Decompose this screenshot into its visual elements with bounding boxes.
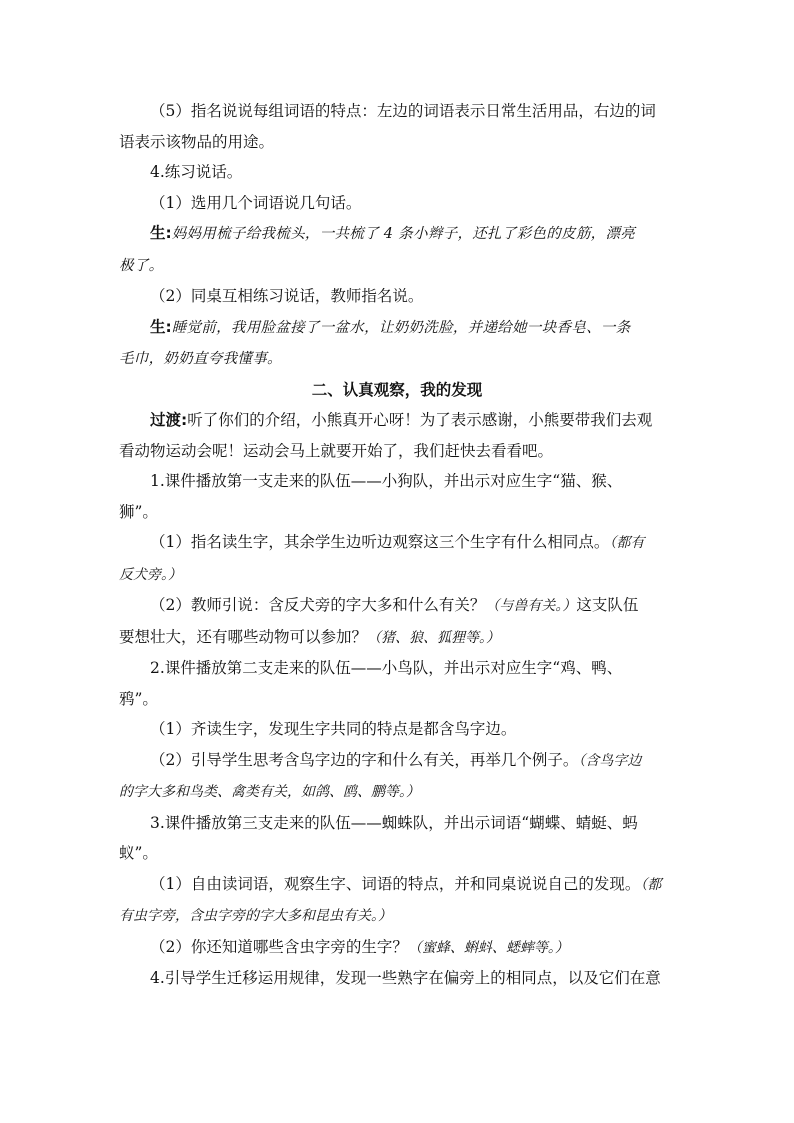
paragraph-item-4 — [119, 963, 675, 994]
answer-note: 的字大多和鸟类、禽类有关，如鸽、鸥、鹏等。） — [119, 784, 420, 800]
student-label: 生: — [150, 224, 172, 242]
text-line: 3.课件播放第三支走来的队伍——蜘蛛队，并出示词语“蝴蝶、蜻蜓、蚂 — [150, 813, 638, 832]
text-line: 4.引导学生迁移运用规律，发现一些熟字在偏旁上的相同点，以及它们在意 — [150, 969, 661, 987]
text-line: 狮”。 — [119, 502, 158, 521]
answer-note: 反犬旁。） — [119, 566, 182, 583]
answer-note: （都有 — [609, 535, 645, 551]
text-line: （2）同桌互相练习说话，教师指名说。 — [150, 287, 424, 305]
paragraph-section-4 — [119, 157, 675, 188]
answer-note: 有虫字旁，含虫字旁的字大多和昆虫有关。） — [119, 908, 392, 924]
paragraph-item-2-1 — [119, 714, 675, 745]
text-line: 睡觉前，我用脸盆接了一盆水，让奶奶洗脸，并递给她一块香皂、一条 — [171, 319, 631, 336]
answer-note: （都 — [640, 876, 662, 893]
student-answer-1 — [119, 218, 675, 281]
answer-note: （猪、狼、狐狸等。） — [367, 629, 501, 646]
answer-note: （含鸟字边 — [578, 752, 642, 769]
section-heading: 二、认真观察，我的发现 — [311, 380, 483, 399]
text-line: （1）选用几个词语说几句话。 — [150, 193, 362, 212]
paragraph-item-3-1 — [119, 869, 675, 932]
text-line: 4.练习说话。 — [150, 163, 243, 181]
answer-note: （蜜蜂、蝌蚪、蟋蟀等。） — [407, 939, 569, 956]
text-line: 要想壮大，还有哪些动物可以参加？ — [119, 627, 368, 646]
text-line: 妈妈用梳子给我梳头，一共梳了 4 条小辫子，还扎了彩色的皮筋，漂亮 — [171, 226, 636, 242]
paragraph-step-4-2 — [119, 281, 675, 312]
paragraph-item-1 — [119, 466, 675, 527]
student-answer-2 — [119, 312, 675, 375]
text-line: 鸦”。 — [119, 689, 158, 708]
paragraph-item-2 — [119, 653, 675, 714]
text-line: 毛巾，奶奶直夸我懂事。 — [119, 351, 282, 367]
text-line: 蚁”。 — [119, 844, 158, 862]
transition-paragraph — [119, 405, 675, 466]
paragraph-item-1-1 — [119, 527, 675, 590]
text-line: （2）引导学生思考含鸟字边的字和什么有关，再举几个例子。 — [150, 750, 579, 769]
paragraph-item-2-2 — [119, 745, 675, 808]
document-page — [119, 96, 675, 994]
text-line: （1）齐读生字，发现生字共同的特点是都含鸟字边。 — [150, 720, 517, 738]
text-line: 看动物运动会呢！运动会马上就要开始了，我们赶快去看看吧。 — [119, 441, 554, 460]
text-line: 语表示该物品的用途。 — [119, 132, 275, 151]
paragraph-item-1-2 — [119, 590, 675, 653]
text-line: 听了你们的介绍，小熊真开心呀！为了表示感谢，小熊要带我们去观 — [187, 411, 653, 429]
text-line: 2.课件播放第二支走来的队伍——小鸟队，并出示对应生字“鸡、鸭、 — [150, 659, 623, 677]
text-line: （2）你还知道哪些含虫字旁的生字？ — [150, 937, 408, 956]
paragraph-item-3 — [119, 808, 675, 869]
student-label: 生: — [150, 317, 172, 336]
text-line: （1）自由读词语，观察生字、词语的特点，并和同桌说说自己的发现。 — [150, 874, 641, 893]
text-line: 1.课件播放第一支走来的队伍——小狗队，并出示对应生字“猫、猴、 — [150, 472, 623, 490]
transition-label: 过渡: — [150, 411, 188, 429]
paragraph-item-3-2 — [119, 932, 675, 964]
paragraph-step-5 — [119, 96, 675, 157]
text-line: （1）指名读生字，其余学生边听边观察这三个生字有什么相同点。 — [150, 533, 610, 551]
text-line: 这支队伍 — [576, 596, 639, 614]
text-line: （2）教师引说：含反犬旁的字大多和什么有关？ — [150, 596, 486, 614]
paragraph-step-4-1 — [119, 188, 675, 219]
text-line: （5）指名说说每组词语的特点：左边的词语表示日常生活用品，右边的词 — [150, 102, 656, 120]
answer-note: （与兽有关。） — [485, 598, 577, 614]
text-line: 极了。 — [119, 257, 164, 274]
